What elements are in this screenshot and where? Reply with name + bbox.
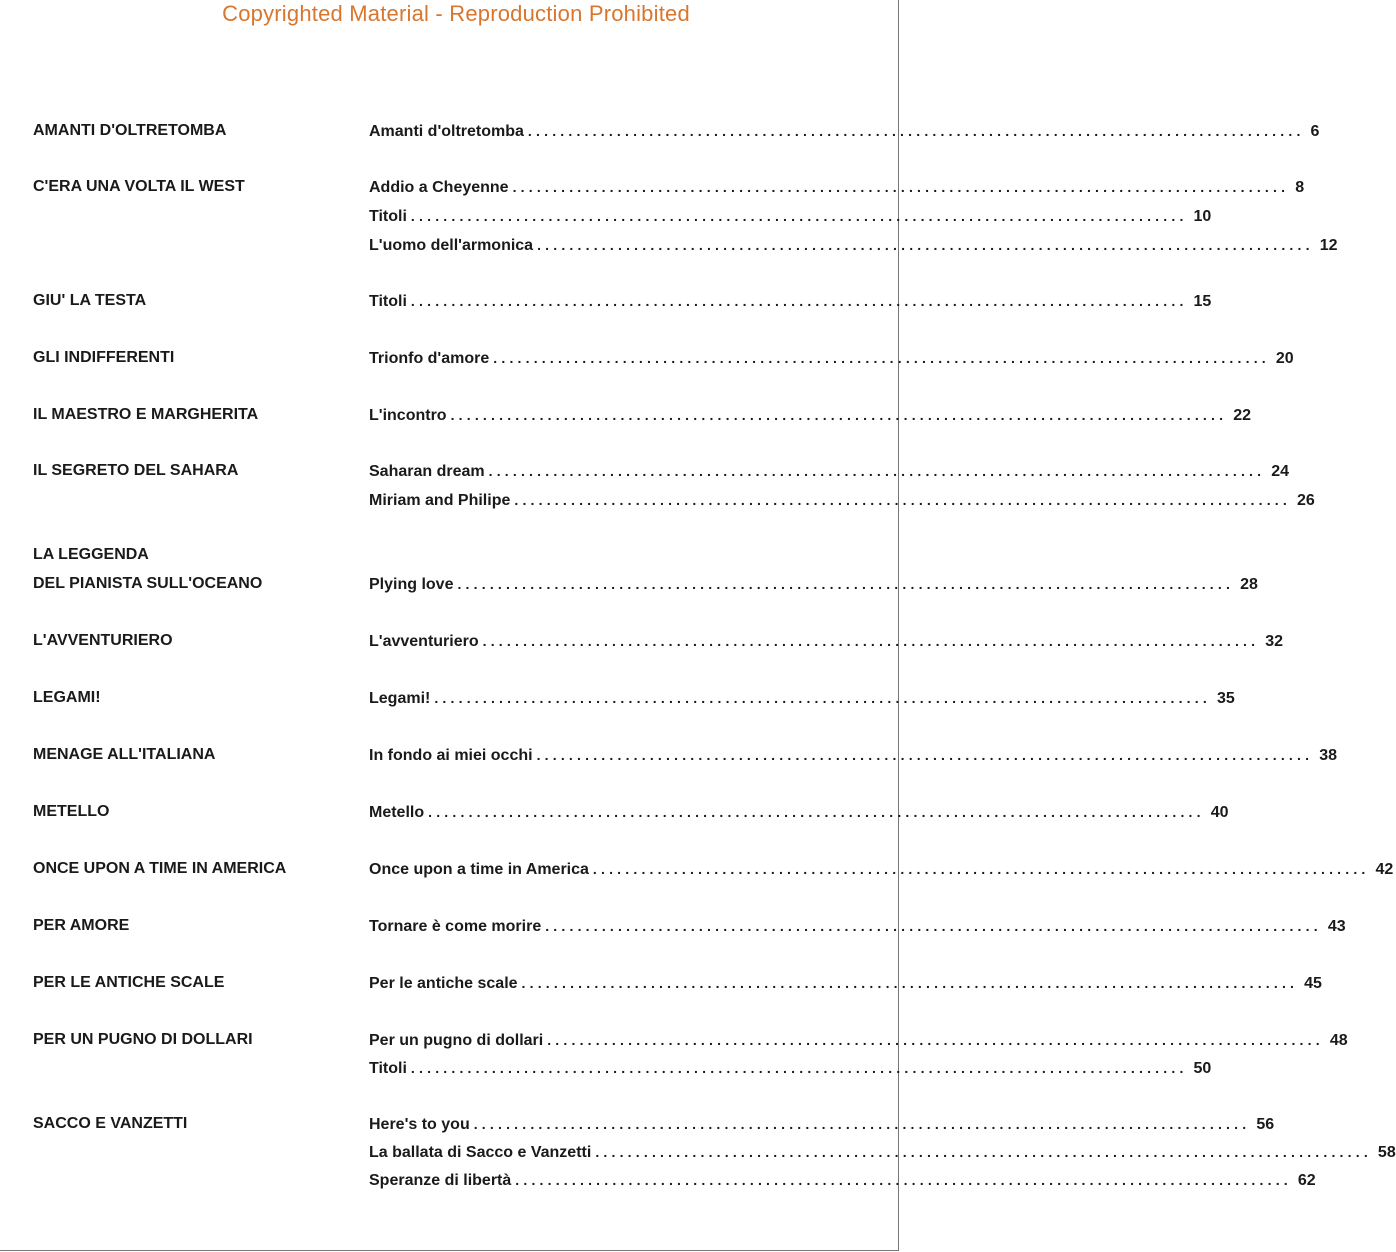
page-number: 26 xyxy=(1296,492,1315,509)
track-row[interactable] xyxy=(369,287,1212,315)
dot-leader: ................................................................................................ xyxy=(450,407,1228,423)
dot-leader: ................................................................................................ xyxy=(512,179,1290,195)
track-name: Titoli xyxy=(369,1060,407,1077)
film-title: AMANTI D'OLTRETOMBA xyxy=(33,122,227,139)
track-row[interactable] xyxy=(369,202,1212,230)
copyright-watermark: Copyrighted Material - Reproduction Prohibited xyxy=(222,1,690,26)
film-title: L'AVVENTURIERO xyxy=(33,632,173,649)
page-number: 50 xyxy=(1193,1060,1212,1077)
track-row[interactable] xyxy=(369,1110,1275,1138)
page-number: 24 xyxy=(1271,463,1290,480)
dot-leader: ................................................................................................ xyxy=(488,463,1266,479)
track-row[interactable] xyxy=(369,912,1346,940)
track-name: Trionfo d'amore xyxy=(369,350,490,367)
film-title: IL MAESTRO E MARGHERITA xyxy=(33,406,259,423)
track-row[interactable] xyxy=(369,1138,1396,1166)
page-number: 56 xyxy=(1256,1116,1275,1133)
track-name: La ballata di Sacco e Vanzetti xyxy=(369,1144,592,1161)
page-number: 15 xyxy=(1193,293,1212,310)
track-name: L'incontro xyxy=(369,407,447,424)
dot-leader: ................................................................................................ xyxy=(493,350,1270,366)
track-name: In fondo ai miei occhi xyxy=(369,747,533,764)
track-name: L'avventuriero xyxy=(369,633,479,650)
track-name: Metello xyxy=(369,804,425,821)
track-name: Addio a Cheyenne xyxy=(369,179,509,196)
dot-leader: ................................................................................................ xyxy=(515,1172,1292,1188)
track-name: Tornare è come morire xyxy=(369,918,542,935)
track-row[interactable] xyxy=(369,855,1394,883)
dot-leader: ................................................................................................ xyxy=(537,237,1314,253)
track-row[interactable] xyxy=(369,401,1251,429)
film-title: IL SEGRETO DEL SAHARA xyxy=(33,462,239,479)
track-row[interactable] xyxy=(369,969,1322,997)
page-number: 62 xyxy=(1297,1172,1316,1189)
dot-leader: ................................................................................................ xyxy=(410,1060,1188,1076)
page-number: 10 xyxy=(1193,208,1212,225)
track-row[interactable] xyxy=(369,741,1337,769)
track-name: Once upon a time in America xyxy=(369,861,589,878)
page-number: 12 xyxy=(1319,237,1338,254)
track-name: Plying love xyxy=(369,576,454,593)
film-title: PER UN PUGNO DI DOLLARI xyxy=(33,1031,253,1048)
film-title: LEGAMI! xyxy=(33,689,101,706)
track-name: L'uomo dell'armonica xyxy=(369,237,534,254)
dot-leader: ................................................................................................ xyxy=(547,1032,1324,1048)
dot-leader: ................................................................................................ xyxy=(592,861,1370,877)
track-row[interactable] xyxy=(369,117,1320,145)
dot-leader: ................................................................................................ xyxy=(482,633,1260,649)
film-title: GLI INDIFFERENTI xyxy=(33,349,175,366)
page-number: 32 xyxy=(1265,633,1284,650)
page-number: 20 xyxy=(1275,350,1294,367)
track-name: Per un pugno di dollari xyxy=(369,1032,544,1049)
track-row[interactable] xyxy=(369,684,1235,712)
track-row[interactable] xyxy=(369,798,1229,826)
page-number: 22 xyxy=(1233,407,1251,424)
film-title: C'ERA UNA VOLTA IL WEST xyxy=(33,178,245,195)
film-title: PER LE ANTICHE SCALE xyxy=(33,974,225,991)
track-row[interactable] xyxy=(369,1054,1212,1082)
track-row[interactable] xyxy=(369,1026,1348,1054)
film-title: METELLO xyxy=(33,803,110,820)
track-row[interactable] xyxy=(369,627,1284,655)
page-number: 42 xyxy=(1375,861,1394,878)
film-title: MENAGE ALL'ITALIANA xyxy=(33,746,216,763)
track-row[interactable] xyxy=(369,457,1290,485)
page-number: 28 xyxy=(1240,576,1258,593)
track-name: Legami! xyxy=(369,690,431,707)
dot-leader: ................................................................................................ xyxy=(536,747,1314,763)
dot-leader: ................................................................................................ xyxy=(527,123,1305,139)
dot-leader: ................................................................................................ xyxy=(595,1144,1372,1160)
dot-leader: ................................................................................................ xyxy=(434,690,1211,706)
page-number: 38 xyxy=(1319,747,1337,764)
track-row[interactable] xyxy=(369,570,1258,598)
page-number: 8 xyxy=(1295,179,1305,196)
page-number: 6 xyxy=(1310,123,1320,140)
page-number: 35 xyxy=(1216,690,1235,707)
dot-leader: ................................................................................................ xyxy=(410,293,1188,309)
track-row[interactable] xyxy=(369,231,1338,259)
track-name: Amanti d'oltretomba xyxy=(369,123,524,140)
track-row[interactable] xyxy=(369,486,1315,514)
dot-leader: ................................................................................................ xyxy=(545,918,1322,934)
track-name: Titoli xyxy=(369,208,407,225)
dot-leader: ................................................................................................ xyxy=(514,492,1291,508)
track-name: Saharan dream xyxy=(369,463,485,480)
track-name: Titoli xyxy=(369,293,407,310)
page-number: 48 xyxy=(1329,1032,1348,1049)
film-title: SACCO E VANZETTI xyxy=(33,1115,188,1132)
page-number: 43 xyxy=(1327,918,1346,935)
track-name: Per le antiche scale xyxy=(369,975,518,992)
track-row[interactable] xyxy=(369,173,1305,201)
track-row[interactable] xyxy=(369,344,1294,372)
film-title-line-2: DEL PIANISTA SULL'OCEANO xyxy=(33,575,263,592)
film-title: GIU' LA TESTA xyxy=(33,292,147,309)
film-title: PER AMORE xyxy=(33,917,130,934)
dot-leader: ................................................................................................ xyxy=(473,1116,1251,1132)
track-name: Here's to you xyxy=(369,1116,470,1133)
page-number: 45 xyxy=(1304,975,1322,992)
dot-leader: ................................................................................................ xyxy=(457,576,1235,592)
film-title: ONCE UPON A TIME IN AMERICA xyxy=(33,860,287,877)
page-number: 40 xyxy=(1210,804,1229,821)
film-title-line-1: LA LEGGENDA xyxy=(33,546,149,563)
page-number: 58 xyxy=(1377,1144,1396,1161)
dot-leader: ................................................................................................ xyxy=(410,208,1188,224)
dot-leader: ................................................................................................ xyxy=(428,804,1205,820)
track-row[interactable] xyxy=(369,1166,1316,1194)
track-name: Speranze di libertà xyxy=(369,1172,512,1189)
dot-leader: ................................................................................................ xyxy=(521,975,1299,991)
track-name: Miriam and Philipe xyxy=(369,492,511,509)
